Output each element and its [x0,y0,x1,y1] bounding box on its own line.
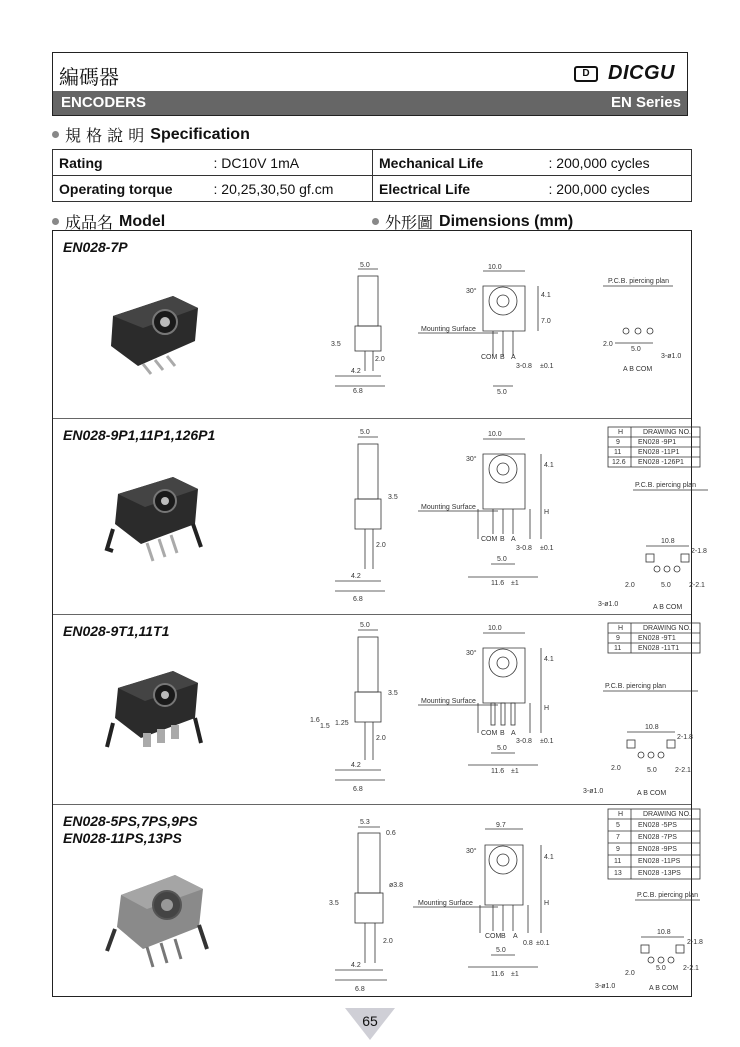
dim-label: 5.0 [656,965,666,972]
pin-order-label: A B COM [637,790,667,797]
table-cell: 11 [614,645,622,652]
dimension-drawing [263,231,693,419]
models-frame [52,230,707,997]
bullet-icon [52,218,59,225]
dim-label: 5.0 [360,262,370,269]
dim-label: 4.2 [351,762,361,769]
mounting-surface-label: Mounting Surface [421,698,476,705]
dim-label: 11.6 [491,580,505,587]
table-header: DRAWING NO. [643,811,691,818]
mounting-surface-label: Mounting Surface [421,504,476,511]
dim-label: 3-ø1.0 [595,983,616,990]
dim-label: 3-0.8 [516,738,532,745]
dim-label: ±1 [511,580,519,587]
dim-label: ±1 [511,971,519,978]
dim-label: 7.0 [541,318,551,325]
dimension-title-cn: 外形圖 [385,213,434,232]
spec-section-title [52,123,250,146]
dim-label: 4.1 [544,462,554,469]
dim-label: 1.6 [310,717,320,724]
dim-label: 3-ø1.0 [661,353,682,360]
dim-label: ø3.8 [389,882,404,889]
dim-label: 4.1 [544,656,554,663]
dim-label: 5.0 [360,622,370,629]
table-row [53,150,692,176]
dim-label: 2.0 [376,735,386,742]
dim-label: 2.0 [611,765,621,772]
dim-label: 3-ø1.0 [598,601,619,608]
dim-label: ±0.1 [540,545,554,552]
spec-label: Rating [53,150,208,176]
dim-label: 2-1.8 [687,939,703,946]
dim-label: 10.8 [657,929,671,936]
model-name: EN028-11PS,13PS [63,830,182,846]
category-label: ENCODERS [61,94,147,111]
dim-label: 11.6 [491,768,505,775]
dim-label: 1.5 [320,723,330,730]
pin-label: COM [485,933,502,940]
model-panel-en028-9p1 [53,419,707,615]
category-bar [53,91,687,115]
encoder-photo-icon [103,469,213,569]
encoder-photo-icon [103,286,213,376]
pin-label: COM [481,730,498,737]
dim-label: 2.0 [376,542,386,549]
brand-name: DICGU [608,62,675,84]
dim-label: 3-0.8 [516,363,532,370]
dim-label: 4.2 [351,962,361,969]
table-cell: EN028 -11T1 [638,645,680,652]
mounting-surface-label: Mounting Surface [418,900,473,907]
dim-label: ±0.1 [540,363,554,370]
spec-value: : 20,25,30,50 gf.cm [208,176,373,202]
pcb-plan-label: P.C.B. piercing plan [605,683,666,690]
table-cell: 9 [616,635,620,642]
dim-label: 3.5 [329,900,339,907]
pin-label: COM [481,536,498,543]
header-title-cn: 編碼器 [59,65,119,89]
dimension-title-en: Dimensions (mm) [439,212,574,230]
dim-label: 10.8 [661,538,675,545]
dim-label: 10.0 [488,264,502,271]
spec-label: Electrical Life [373,176,543,202]
table-cell: EN028 -9T1 [638,635,676,642]
dim-label: 3.5 [388,494,398,501]
page-number-tab [345,1008,395,1040]
dim-label: 3-ø1.0 [583,788,604,795]
spec-table [52,149,692,202]
dim-label: 2-2.1 [675,767,691,774]
dimension-drawing [263,615,693,805]
dimension-drawing [263,805,703,998]
pin-label: B [500,730,505,737]
dim-label: 5.0 [497,389,507,396]
pin-label: A [511,730,516,737]
dim-label: 5.3 [360,819,370,826]
dim-label: H [544,900,550,907]
pcb-plan-label: P.C.B. piercing plan [608,278,669,285]
spec-title-cn: 規 格 說 明 [65,126,145,145]
pin-label: COM [481,354,498,361]
pcb-plan-label: P.C.B. piercing plan [637,892,698,899]
dim-label: 5.0 [360,429,370,436]
table-cell: 5 [616,822,620,829]
table-cell: 9 [616,439,620,446]
dim-label: 2.0 [603,341,613,348]
dim-label: 11.6 [491,971,505,978]
pin-label: B [500,536,505,543]
table-cell: 12.6 [612,459,626,466]
dim-label: 6.8 [355,986,365,993]
dim-label: 5.0 [647,767,657,774]
dim-label: 5.0 [497,745,507,752]
table-cell: 11 [614,449,622,456]
page-header [52,52,688,116]
dim-label: 2.0 [625,582,635,589]
dim-label: 30° [466,848,477,855]
dim-label: 3-0.8 [516,545,532,552]
dim-label: 9.7 [496,822,506,829]
dim-label: ±0.1 [540,738,554,745]
dim-label: 5.0 [496,947,506,954]
table-cell: 7 [616,834,620,841]
series-label: EN Series [610,94,681,111]
pin-order-label: A B COM [649,985,679,992]
dim-label: 4.1 [541,292,551,299]
table-row [53,176,692,202]
dim-label: 10.0 [488,431,502,438]
dim-label: 0.6 [386,830,396,837]
encoder-photo-icon [103,865,223,975]
dim-label: 30° [466,288,477,295]
table-cell: EN028 -5PS [638,822,677,829]
dim-label: 6.8 [353,596,363,603]
brand-logo [574,62,675,85]
dim-label: 4.1 [544,854,554,861]
dim-label: 2-1.8 [691,548,707,555]
table-header: DRAWING NO. [643,625,691,632]
bullet-icon [372,218,379,225]
dim-label: 5.0 [661,582,671,589]
table-cell: 9 [616,846,620,853]
table-header: H [618,625,624,632]
pin-label: A [511,536,516,543]
table-cell: 13 [614,870,622,877]
dim-label: 4.2 [351,368,361,375]
dim-label: ±0.1 [536,940,550,947]
table-header: H [618,429,624,436]
table-cell: EN028 -9PS [638,846,677,853]
dim-label: 3.5 [331,341,341,348]
model-name: EN028-7P [63,239,128,255]
dim-label: 1.25 [335,720,349,727]
bullet-icon [52,131,59,138]
table-cell: EN028 -11PS [638,858,681,865]
dim-label: 2.0 [375,356,385,363]
table-cell: EN028 -13PS [638,870,681,877]
dim-label: 2.0 [625,970,635,977]
dim-label: 5.0 [631,346,641,353]
pin-order-label: A B COM [623,366,653,373]
table-cell: EN028 -126P1 [638,459,684,466]
dim-label: 4.2 [351,573,361,580]
spec-label: Operating torque [53,176,208,202]
dim-label: 10.8 [645,724,659,731]
spec-value: : 200,000 cycles [543,176,692,202]
mounting-surface-label: Mounting Surface [421,326,476,333]
table-header: H [618,811,624,818]
model-name: EN028-9P1,11P1,126P1 [63,427,216,443]
dim-label: 30° [466,456,477,463]
model-name: EN028-9T1,11T1 [63,623,170,639]
dim-label: 2-2.1 [683,965,699,972]
dim-label: 10.0 [488,625,502,632]
model-panel-en028-5ps [53,805,703,998]
dim-label: 6.8 [353,786,363,793]
model-title-en: Model [119,212,166,230]
dim-label: H [544,705,550,712]
pcb-plan-label: P.C.B. piercing plan [635,482,696,489]
model-title-cn: 成品名 [65,213,114,232]
pin-label: B [501,933,506,940]
pin-label: A [511,354,516,361]
table-cell: EN028 -7PS [638,834,677,841]
dim-label: 2.0 [383,938,393,945]
brand-badge-icon: D [574,66,598,82]
pin-label: B [500,354,505,361]
spec-title-en: Specification [150,125,250,143]
model-name-group [63,813,198,847]
dim-label: 0.8 [523,940,533,947]
spec-value: : DC10V 1mA [208,150,373,176]
dim-label: H [544,509,550,516]
pin-order-label: A B COM [653,604,683,611]
spec-value: : 200,000 cycles [543,150,692,176]
model-name: EN028-5PS,7PS,9PS [63,813,198,829]
dim-label: 6.8 [353,388,363,395]
spec-label: Mechanical Life [373,150,543,176]
model-panel-en028-7p [53,231,691,419]
pin-label: A [513,933,518,940]
dimension-drawing [263,419,707,615]
page-number: 65 [362,1013,378,1029]
dim-label: 2-2.1 [689,582,705,589]
dim-label: 3.5 [388,690,398,697]
dim-label: 30° [466,650,477,657]
encoder-photo-icon [103,663,213,763]
dim-label: 2-1.8 [677,734,693,741]
table-cell: EN028 -11P1 [638,449,680,456]
table-header: DRAWING NO. [643,429,691,436]
dim-label: 5.0 [497,556,507,563]
table-cell: 11 [614,858,622,865]
table-cell: EN028 -9P1 [638,439,677,446]
model-panel-en028-9t1 [53,615,691,805]
dim-label: ±1 [511,768,519,775]
